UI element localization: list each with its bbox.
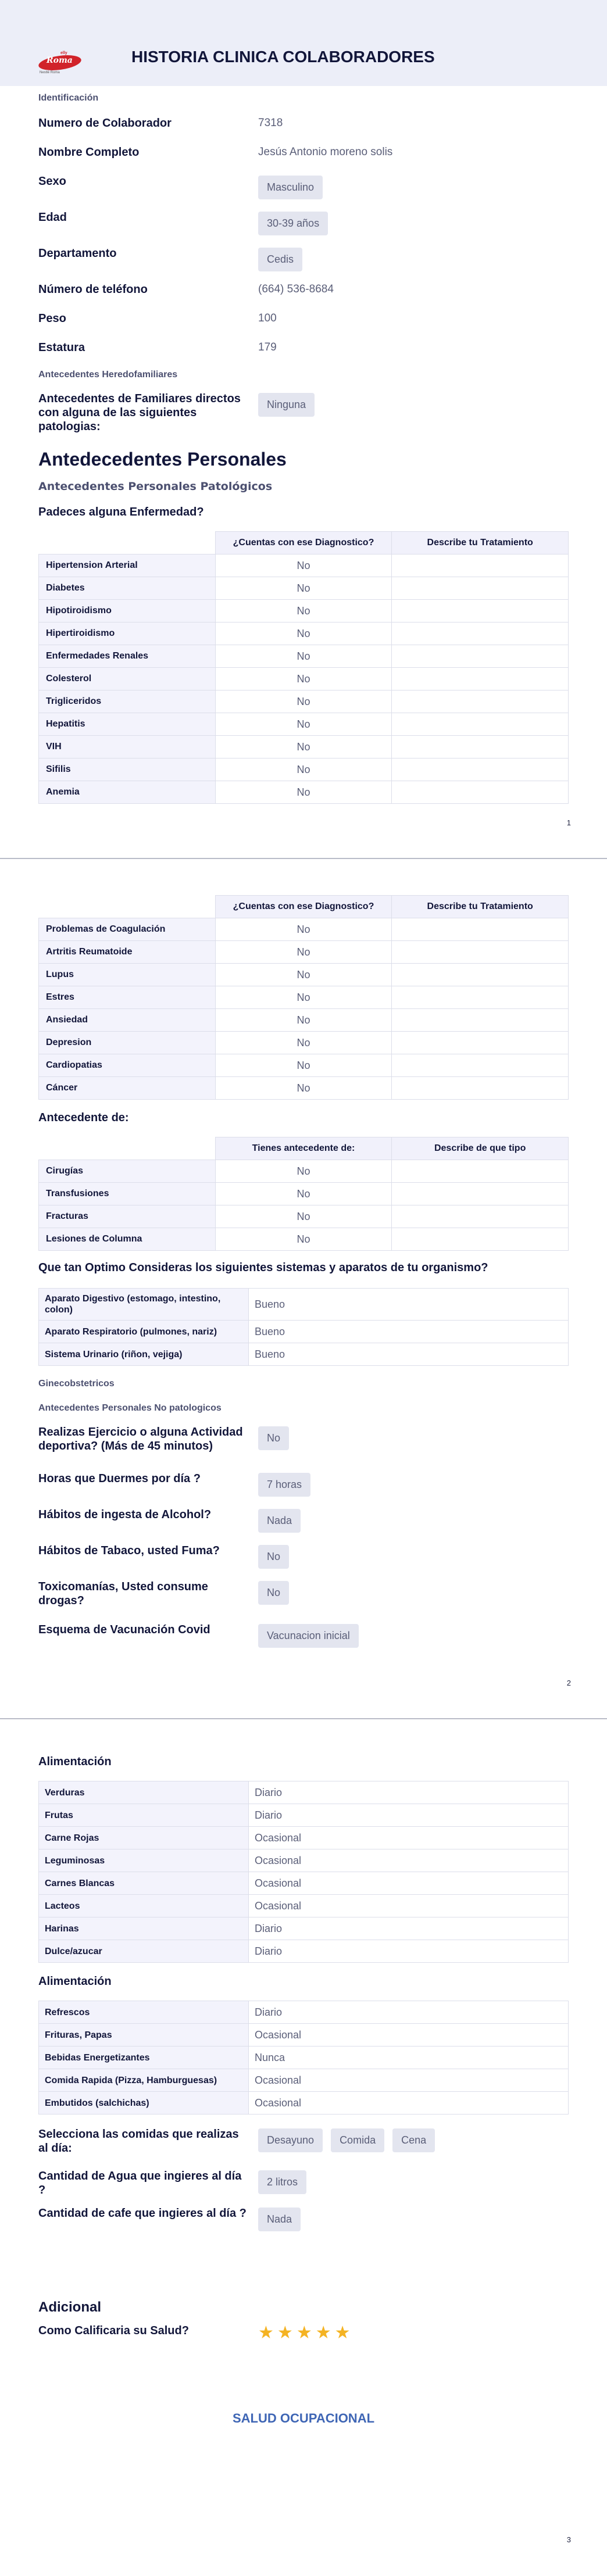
- row-description[interactable]: [392, 1077, 569, 1100]
- row-label: Fracturas: [39, 1205, 216, 1228]
- row-label: Carne Rojas: [39, 1827, 249, 1849]
- disease-question: Padeces alguna Enfermedad?: [38, 506, 204, 518]
- food-title-2: Alimentación: [38, 1975, 112, 1988]
- age-value-chip[interactable]: 30-39 años: [258, 212, 328, 235]
- row-answer: No: [215, 964, 392, 986]
- row-description[interactable]: [392, 964, 569, 986]
- table-row: [39, 759, 569, 781]
- table-row: [39, 622, 569, 645]
- row-label: Cardiopatias: [39, 1054, 216, 1077]
- table-row: [39, 1343, 569, 1366]
- row-label: Diabetes: [39, 577, 216, 600]
- row-label: Leguminosas: [39, 1849, 249, 1872]
- page-divider: [0, 858, 607, 859]
- sex-value-chip[interactable]: Masculino: [258, 176, 323, 199]
- row-answer: No: [215, 690, 392, 713]
- section-hereditary: Antecedentes Heredofamiliares: [38, 370, 178, 380]
- water-value-chip[interactable]: 2 litros: [258, 2170, 306, 2194]
- table-row: [39, 918, 569, 941]
- table-row: [39, 1183, 569, 1205]
- row-label: Carnes Blancas: [39, 1872, 249, 1895]
- row-description[interactable]: [392, 622, 569, 645]
- page-title: HISTORIA CLINICA COLABORADORES: [131, 48, 435, 66]
- table-row: [39, 713, 569, 736]
- row-label: Transfusiones: [39, 1183, 216, 1205]
- row-label: Sistema Urinario (riñon, vejiga): [39, 1343, 249, 1366]
- row-label: Refrescos: [39, 2001, 249, 2024]
- row-description[interactable]: [392, 1183, 569, 1205]
- page-number: 2: [566, 1679, 571, 1687]
- row-value: Bueno: [249, 1343, 569, 1366]
- row-description[interactable]: [392, 713, 569, 736]
- row-answer: No: [215, 1183, 392, 1205]
- table-row: [39, 1160, 569, 1183]
- star-icon[interactable]: ★: [277, 2323, 293, 2342]
- row-label: Ansiedad: [39, 1009, 216, 1032]
- row-description[interactable]: [392, 1228, 569, 1251]
- row-description[interactable]: [392, 668, 569, 690]
- row-label: Cáncer: [39, 1077, 216, 1100]
- table-row: [39, 1849, 569, 1872]
- department-value-chip[interactable]: Cedis: [258, 248, 302, 271]
- row-answer: No: [215, 577, 392, 600]
- row-label: Problemas de Coagulación: [39, 918, 216, 941]
- height-value: 179: [258, 341, 277, 353]
- row-label: Harinas: [39, 1917, 249, 1940]
- table-row: [39, 554, 569, 577]
- row-answer: No: [215, 1032, 392, 1054]
- row-label: Aparato Digestivo (estomago, intestino, colon): [39, 1289, 249, 1321]
- hereditary-answer-chip[interactable]: Ninguna: [258, 393, 315, 417]
- row-value: Diario: [249, 1940, 569, 1963]
- page-number: 1: [566, 818, 571, 827]
- star-icon[interactable]: ★: [258, 2323, 274, 2342]
- col-treatment: Describe tu Tratamiento: [392, 532, 569, 554]
- star-icon[interactable]: ★: [296, 2323, 312, 2342]
- row-value: Diario: [249, 1781, 569, 1804]
- row-answer: No: [215, 622, 392, 645]
- full-name-value: Jesús Antonio moreno solis: [258, 146, 393, 158]
- exercise-label: Realizas Ejercicio o alguna Actividad deportiva? (Más de 45 minutos): [38, 1426, 243, 1452]
- meal-chip[interactable]: Cena: [392, 2128, 435, 2152]
- table-row: [39, 1321, 569, 1343]
- row-description[interactable]: [392, 1205, 569, 1228]
- table-row: [39, 1940, 569, 1963]
- col-diagnosis: ¿Cuentas con ese Diagnostico?: [215, 896, 392, 918]
- table-row: [39, 1032, 569, 1054]
- table-row: [39, 1289, 569, 1321]
- row-value: Ocasional: [249, 1895, 569, 1917]
- row-label: Comida Rapida (Pizza, Hamburguesas): [39, 2069, 249, 2092]
- row-label: Embutidos (salchichas): [39, 2092, 249, 2115]
- meal-chip[interactable]: Comida: [331, 2128, 384, 2152]
- row-answer: No: [215, 918, 392, 941]
- col-has-antecedent: Tienes antecedente de:: [215, 1137, 392, 1160]
- age-label: Edad: [38, 211, 67, 224]
- phone-value: (664) 536-8684: [258, 283, 334, 295]
- row-label: Sifilis: [39, 759, 216, 781]
- row-value: Ocasional: [249, 2069, 569, 2092]
- row-value: Nunca: [249, 2047, 569, 2069]
- table-row: [39, 2047, 569, 2069]
- meals-label: Selecciona las comidas que realizas al día:: [38, 2128, 239, 2155]
- table-row: [39, 1917, 569, 1940]
- weight-label: Peso: [38, 312, 66, 325]
- row-value: Diario: [249, 2001, 569, 2024]
- row-label: VIH: [39, 736, 216, 759]
- table-row: [39, 577, 569, 600]
- personal-pathological-subtitle: Antecedentes Personales Patológicos: [38, 480, 273, 493]
- table-row: [39, 986, 569, 1009]
- row-answer: No: [215, 986, 392, 1009]
- row-answer: No: [215, 736, 392, 759]
- row-label: Hipotiroidismo: [39, 600, 216, 622]
- row-answer: No: [215, 1228, 392, 1251]
- employee-number-value: 7318: [258, 117, 283, 129]
- row-description[interactable]: [392, 1160, 569, 1183]
- hereditary-question: Antecedentes de Familiares directos con alguna de las siguientes patologias:: [38, 392, 241, 433]
- health-rating-stars[interactable]: [258, 2323, 354, 2343]
- col-diagnosis: ¿Cuentas con ese Diagnostico?: [215, 532, 392, 554]
- row-answer: No: [215, 781, 392, 804]
- table-row: [39, 964, 569, 986]
- table-row: [39, 1077, 569, 1100]
- document-header: [0, 0, 607, 86]
- systems-table: [38, 1288, 569, 1366]
- row-label: Depresion: [39, 1032, 216, 1054]
- row-description[interactable]: [392, 781, 569, 804]
- row-label: Bebidas Energetizantes: [39, 2047, 249, 2069]
- row-label: Artritis Reumatoide: [39, 941, 216, 964]
- company-logo: elly Roma Nestlé Roma: [38, 51, 84, 77]
- table-row: [39, 2092, 569, 2115]
- row-answer: No: [215, 713, 392, 736]
- row-description[interactable]: [392, 1032, 569, 1054]
- row-description[interactable]: [392, 1009, 569, 1032]
- sex-label: Sexo: [38, 175, 66, 188]
- row-value: Bueno: [249, 1321, 569, 1343]
- exercise-value-chip[interactable]: No: [258, 1426, 289, 1450]
- food-title-1: Alimentación: [38, 1755, 112, 1768]
- meals-chips: [258, 2128, 443, 2152]
- alcohol-label: Hábitos de ingesta de Alcohol?: [38, 1508, 212, 1521]
- tobacco-value-chip[interactable]: No: [258, 1545, 289, 1569]
- row-label: Dulce/azucar: [39, 1940, 249, 1963]
- food-table-2: [38, 2001, 569, 2115]
- table-row: [39, 1054, 569, 1077]
- row-answer: No: [215, 645, 392, 668]
- row-label: Lesiones de Columna: [39, 1228, 216, 1251]
- table-row: [39, 736, 569, 759]
- row-label: Trigliceridos: [39, 690, 216, 713]
- row-value: Diario: [249, 1917, 569, 1940]
- table-row: [39, 2024, 569, 2047]
- row-label: Verduras: [39, 1781, 249, 1804]
- row-value: Diario: [249, 1804, 569, 1827]
- covid-label: Esquema de Vacunación Covid: [38, 1623, 210, 1636]
- row-label: Anemia: [39, 781, 216, 804]
- row-answer: No: [215, 1160, 392, 1183]
- row-label: Frutas: [39, 1804, 249, 1827]
- section-non-pathological: Antecedentes Personales No patologicos: [38, 1403, 222, 1413]
- row-description[interactable]: [392, 986, 569, 1009]
- table-row: [39, 1872, 569, 1895]
- table-row: [39, 2001, 569, 2024]
- row-value: Ocasional: [249, 2092, 569, 2115]
- water-label: Cantidad de Agua que ingieres al día ?: [38, 2170, 242, 2196]
- table-row: [39, 690, 569, 713]
- row-answer: No: [215, 1009, 392, 1032]
- row-description[interactable]: [392, 577, 569, 600]
- col-describe-type: Describe de que tipo: [392, 1137, 569, 1160]
- additional-title: Adicional: [38, 2299, 102, 2315]
- disease-table-page1: [38, 531, 569, 804]
- table-row: [39, 1804, 569, 1827]
- weight-value: 100: [258, 312, 277, 324]
- table-row: [39, 941, 569, 964]
- row-label: Hepatitis: [39, 713, 216, 736]
- row-label: Aparato Respiratorio (pulmones, nariz): [39, 1321, 249, 1343]
- sleep-label: Horas que Duermes por día ?: [38, 1472, 201, 1485]
- row-label: Hipertiroidismo: [39, 622, 216, 645]
- coffee-label: Cantidad de cafe que ingieres al día ?: [38, 2207, 247, 2220]
- row-label: Colesterol: [39, 668, 216, 690]
- row-answer: No: [215, 941, 392, 964]
- food-table-1: [38, 1781, 569, 1963]
- row-answer: No: [215, 1077, 392, 1100]
- row-value: Ocasional: [249, 2024, 569, 2047]
- drugs-label: Toxicomanías, Usted consume drogas?: [38, 1580, 208, 1607]
- row-answer: No: [215, 600, 392, 622]
- personal-history-title: Antedecedentes Personales: [38, 449, 287, 470]
- covid-value-chip[interactable]: Vacunacion inicial: [258, 1624, 359, 1648]
- coffee-value-chip[interactable]: Nada: [258, 2208, 301, 2231]
- full-name-label: Nombre Completo: [38, 146, 140, 159]
- row-label: Frituras, Papas: [39, 2024, 249, 2047]
- meal-chip[interactable]: Desayuno: [258, 2128, 323, 2152]
- row-value: Bueno: [249, 1289, 569, 1321]
- health-rating-label: Como Calificaria su Salud?: [38, 2324, 189, 2337]
- section-identification: Identificación: [38, 93, 99, 103]
- footer-title: SALUD OCUPACIONAL: [232, 2411, 375, 2425]
- disease-table-page2: [38, 895, 569, 1100]
- row-label: Estres: [39, 986, 216, 1009]
- row-label: Lupus: [39, 964, 216, 986]
- table-row: [39, 1228, 569, 1251]
- page-number: 3: [566, 2535, 571, 2544]
- department-label: Departamento: [38, 247, 117, 260]
- row-description[interactable]: [392, 690, 569, 713]
- table-row: [39, 1009, 569, 1032]
- table-row: [39, 600, 569, 622]
- antecedent-title: Antecedente de:: [38, 1111, 129, 1124]
- row-description[interactable]: [392, 600, 569, 622]
- table-row: [39, 1895, 569, 1917]
- row-description[interactable]: [392, 918, 569, 941]
- antecedent-table: [38, 1137, 569, 1251]
- table-row: [39, 1781, 569, 1804]
- table-row: [39, 2069, 569, 2092]
- row-value: Ocasional: [249, 1872, 569, 1895]
- section-gyneco: Ginecobstetricos: [38, 1379, 115, 1389]
- row-answer: No: [215, 1205, 392, 1228]
- tobacco-label: Hábitos de Tabaco, usted Fuma?: [38, 1544, 220, 1557]
- row-description[interactable]: [392, 554, 569, 577]
- systems-question: Que tan Optimo Consideras los siguientes sistemas y aparatos de tu organismo?: [38, 1261, 488, 1274]
- employee-number-label: Numero de Colaborador: [38, 117, 172, 130]
- phone-label: Número de teléfono: [38, 283, 148, 296]
- row-answer: No: [215, 1054, 392, 1077]
- row-description[interactable]: [392, 941, 569, 964]
- row-answer: No: [215, 554, 392, 577]
- col-treatment: Describe tu Tratamiento: [392, 896, 569, 918]
- sleep-value-chip[interactable]: 7 horas: [258, 1473, 310, 1497]
- row-description[interactable]: [392, 645, 569, 668]
- height-label: Estatura: [38, 341, 85, 354]
- row-answer: No: [215, 759, 392, 781]
- row-label: Enfermedades Renales: [39, 645, 216, 668]
- row-description[interactable]: [392, 736, 569, 759]
- table-row: [39, 668, 569, 690]
- star-icon[interactable]: ★: [334, 2323, 351, 2342]
- page-divider: [0, 1718, 607, 1719]
- row-description[interactable]: [392, 759, 569, 781]
- row-value: Ocasional: [249, 1849, 569, 1872]
- alcohol-value-chip[interactable]: Nada: [258, 1509, 301, 1533]
- table-row: [39, 645, 569, 668]
- row-answer: No: [215, 668, 392, 690]
- row-label: Cirugías: [39, 1160, 216, 1183]
- row-value: Ocasional: [249, 1827, 569, 1849]
- row-label: Hipertension Arterial: [39, 554, 216, 577]
- row-description[interactable]: [392, 1054, 569, 1077]
- table-row: [39, 1827, 569, 1849]
- table-row: [39, 1205, 569, 1228]
- drugs-value-chip[interactable]: No: [258, 1581, 289, 1605]
- table-row: [39, 781, 569, 804]
- star-icon[interactable]: ★: [315, 2323, 331, 2342]
- row-label: Lacteos: [39, 1895, 249, 1917]
